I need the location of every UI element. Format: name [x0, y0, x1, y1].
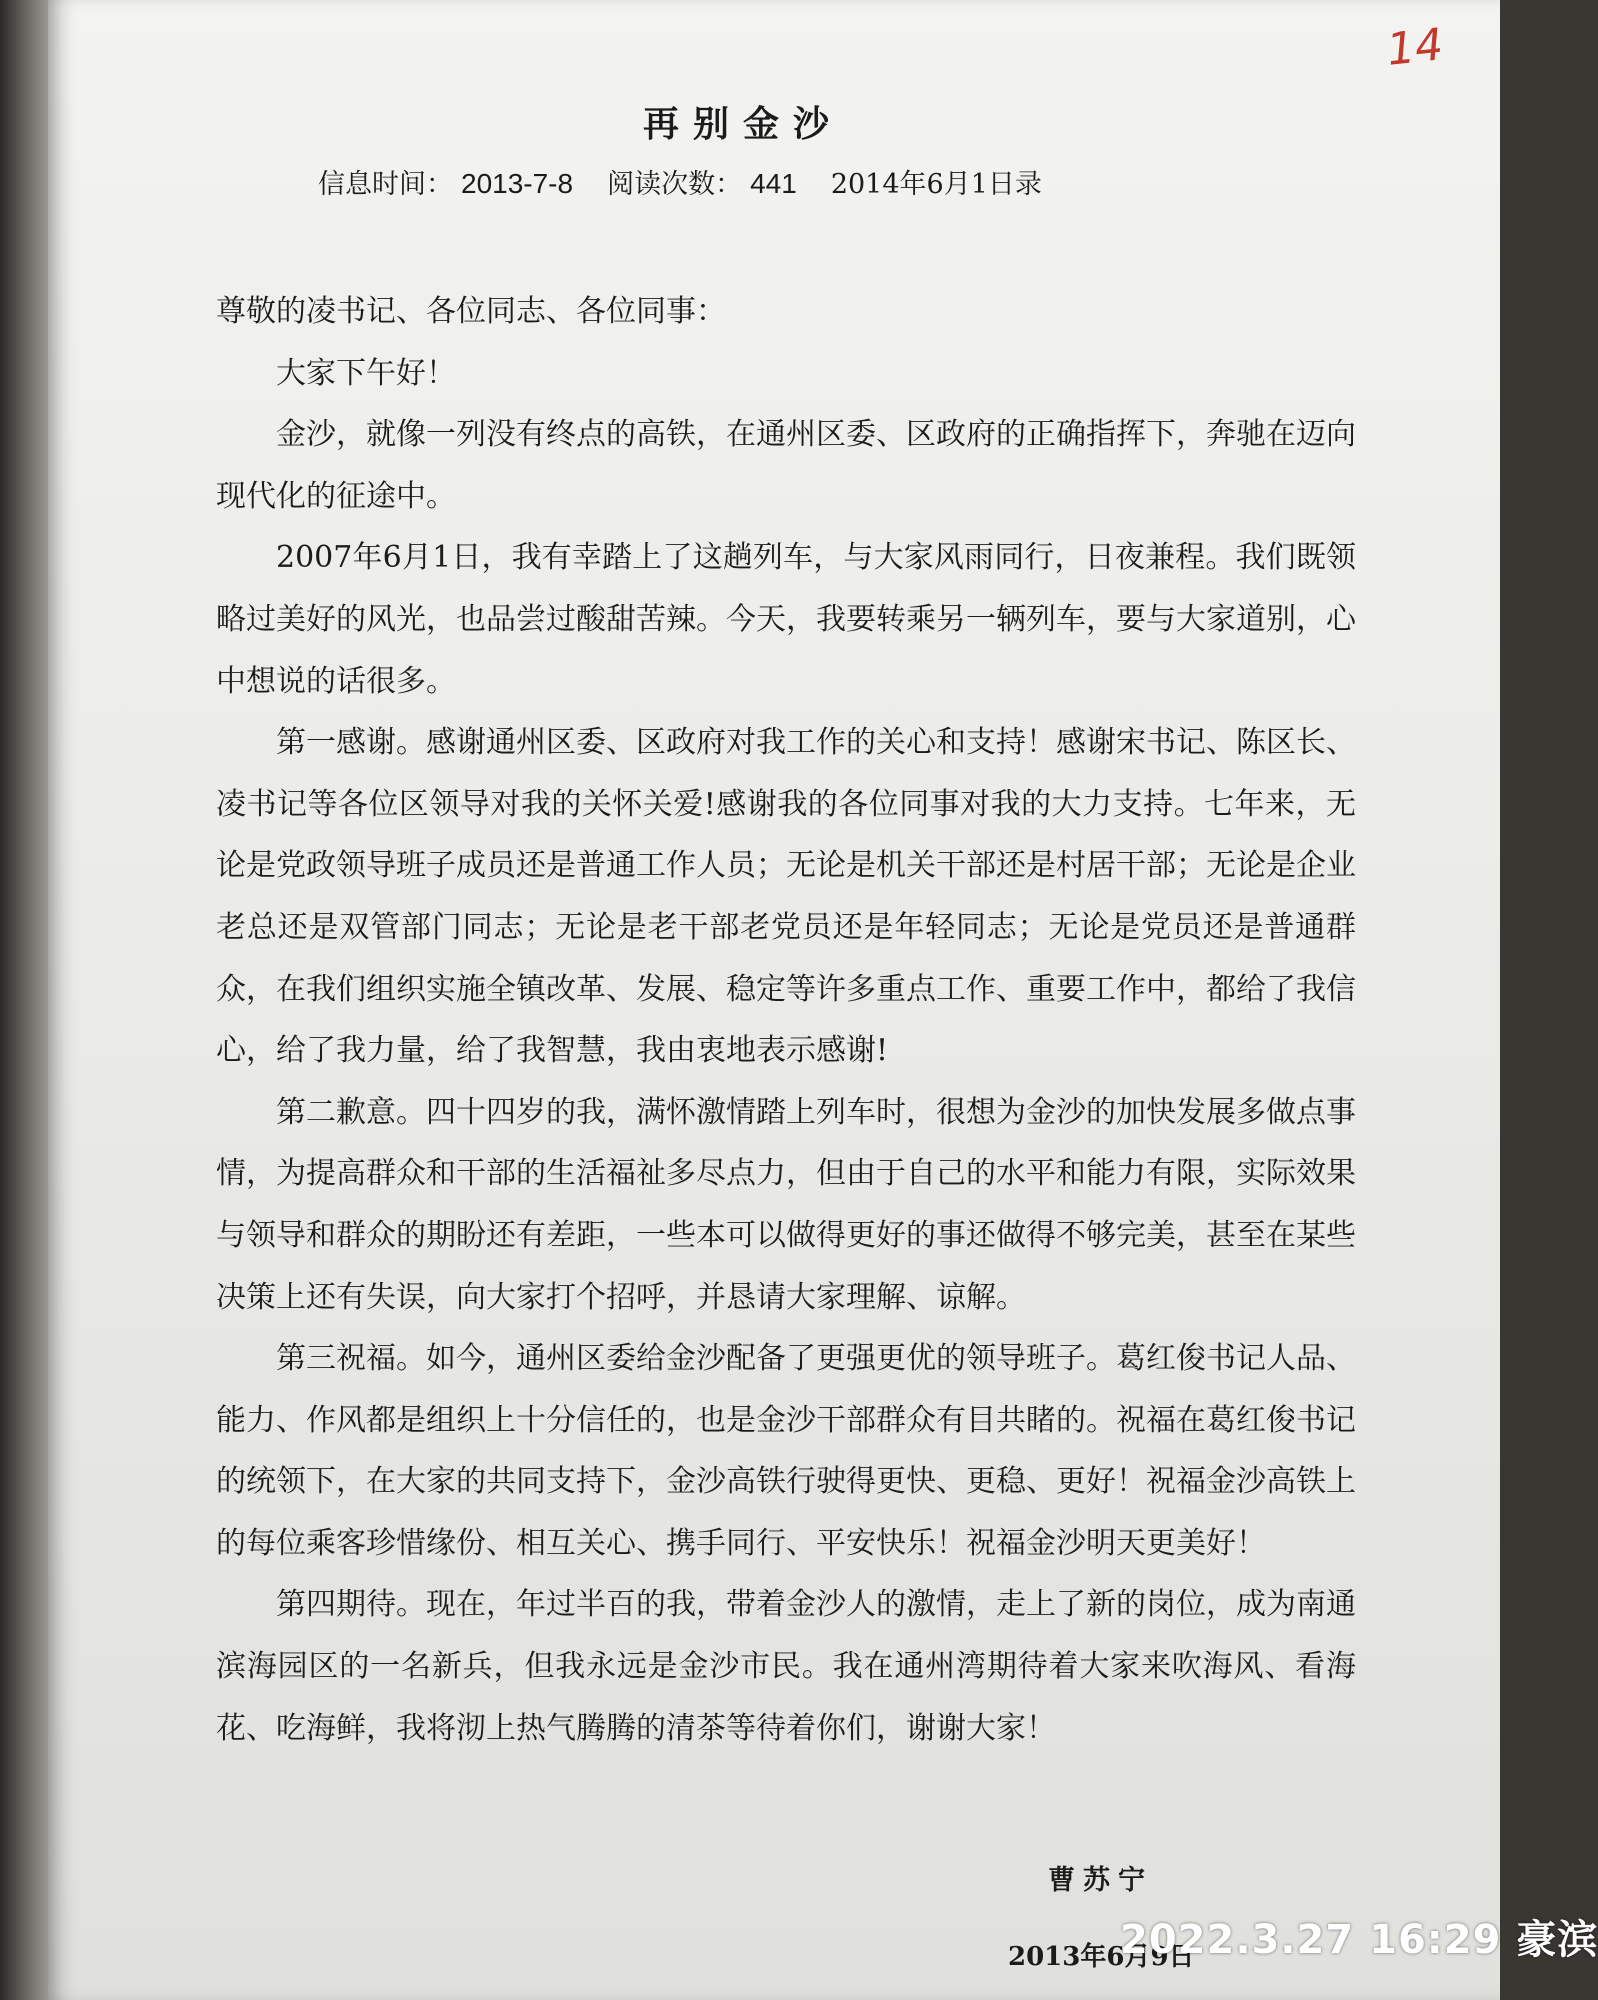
facing-page-edge: [0, 0, 48, 2000]
handwritten-page-number: 14: [1384, 19, 1446, 76]
signature-date: 2013年6月9日: [1008, 1942, 1195, 1972]
signature-name: 曹苏宁: [1048, 1865, 1153, 1896]
paragraph-journey: 2007年6月1日，我有幸踏上了这趟列车，与大家风雨同行，日夜兼程。我们既领略过美好的风光，也品尝过酸甜苦辣。今天，我要转乘另一辆列车，要与大家道别，心中想说的话很多。: [216, 540, 1356, 699]
photo-timestamp-watermark: 2022.3.27 16:29 豪滨: [1120, 1917, 1598, 1963]
info-time-value: 2013-7-8: [461, 168, 574, 199]
letter-body: [216, 281, 1356, 1759]
page-title: 再别金沙: [642, 103, 843, 145]
paragraph-intro: 金沙，就像一列没有终点的高铁，在通州区委、区政府的正确指挥下，奔驰在迈向现代化的征途中。: [216, 417, 1356, 514]
paragraph-apology: 第二歉意。四十四岁的我，满怀激情踏上列车时，很想为金沙的加快发展多做点事情，为提高群众和干部的生活福祉多尽点力，但由于自己的水平和能力有限，实际效果与领导和群众的期盼还有差距，一些本可以做得更好的事还做得不够完美，甚至在某些决策上还有失误，向大家打个招呼，并恳请大家理解、谅解。: [216, 1094, 1356, 1315]
read-count-label: 阅读次数：: [607, 169, 743, 200]
salutation: 尊敬的凌书记、各位同志、各位同事：: [216, 294, 726, 329]
article-meta: [318, 162, 1050, 201]
info-time-label: 信息时间：: [318, 169, 453, 200]
paragraph-greeting: 大家下午好！: [276, 355, 456, 391]
paragraph-thanks: 第一感谢。感谢通州区委、区政府对我工作的关心和支持！感谢宋书记、陈区长、凌书记等各位区领导对我的关怀关爱!感谢我的各位同事对我的大力支持。七年来，无论是党政领导班子成员还是普通工作人员；无论是机关干部还是村居干部；无论是企业老总还是双管部门同志；无论是老干部老党员还是年轻同志；无论是党员还是普通群众，在我们组织实施全镇改革、发展、稳定等许多重点工作、重要工作中，都给了我信心，给了我力量，给了我智慧，我由衷地表示感谢!: [216, 725, 1356, 1069]
document-page: [48, 0, 1500, 2000]
paragraph-blessing: 第三祝福。如今，通州区委给金沙配备了更强更优的领导班子。葛红俊书记人品、能力、作风都是组织上十分信任的，也是金沙干部群众有目共睹的。祝福在葛红俊书记的统领下，在大家的共同支持下，金沙高铁行驶得更快、更稳、更好！祝福金沙高铁上的每位乘客珍惜缘份、相互关心、携手同行、平安快乐！祝福金沙明天更美好！: [216, 1341, 1356, 1561]
recorded-note: 2014年6月1日录: [830, 169, 1042, 200]
read-count-value: 441: [750, 168, 797, 199]
paragraph-expectation: 第四期待。现在，年过半百的我，带着金沙人的激情，走上了新的岗位，成为南通滨海园区的一名新兵，但我永远是金沙市民。我在通州湾期待着大家来吹海风、看海花、吃海鲜，我将沏上热气腾腾的清茶等待着你们，谢谢大家！: [216, 1587, 1356, 1746]
